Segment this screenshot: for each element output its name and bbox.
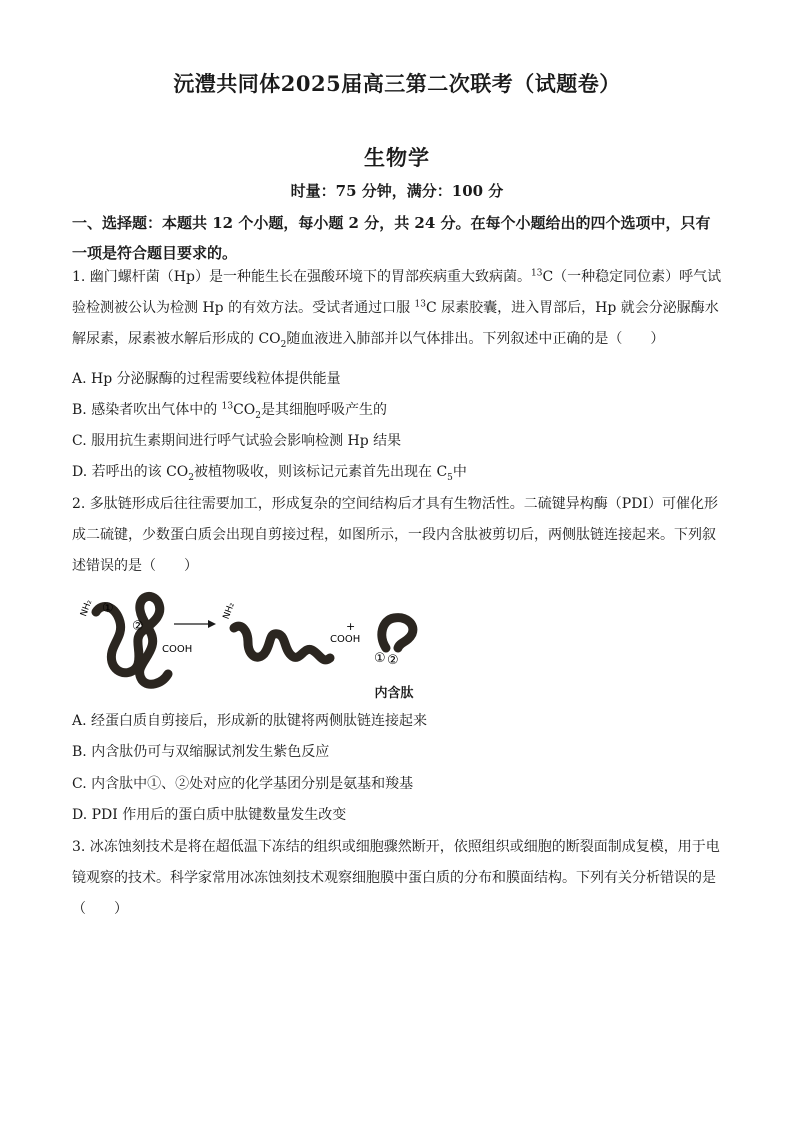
exam-timing: 时量：75 分钟，满分：100 分 (290, 182, 504, 200)
question-3-stem: 3. 冰冻蚀刻技术是将在超低温下冻结的组织或细胞骤然断开，依照组织或细胞的断裂面制成复模，用于电镜观察的技术。科学家常用冰冻蚀刻技术观察细胞膜中蛋白质的分布和膜面结构。下列有关分析错误的是（ ） (72, 839, 720, 917)
plus-sign: + (346, 620, 356, 633)
figure-caption-intein: 内含肽 (374, 686, 414, 701)
site-1-marker-intein: ① (374, 651, 386, 666)
section-heading: 一、选择题：本题共 12 个小题，每小题 2 分，共 24 分。在每个小题给出的四个选项中，只有一项是符合题目要求的。 (72, 214, 711, 262)
intein-loop (382, 618, 413, 648)
protein-splicing-figure (72, 584, 452, 694)
question-1-stem: 1. 幽门螺杆菌（Hp）是一种能生长在强酸环境下的胃部疾病重大致病菌。$^{13}$C（一种稳定同位素）呼气试验检测被公认为检测 Hp 的有效方法。受试者通过口服 $^{13}$C 尿素胶囊，进入胃部后，Hp 就会分泌脲酶水解尿素，尿素被水解后形成的 $CO_2$随血液进入肺部并以气体排出。下列叙述中正确的是（ ） (72, 268, 722, 350)
reaction-arrow (174, 620, 216, 628)
question-2-option-c: C. 内含肽中①、②处对应的化学基团分别是氨基和羧基 (72, 776, 414, 792)
question-2-option-a: A. 经蛋白质自剪接后，形成新的肽键将两侧肽链连接起来 (72, 713, 428, 729)
spliced-protein (234, 626, 330, 660)
nh2-label-right: NH₂ (221, 601, 237, 621)
question-1-option-a: A. Hp 分泌脲酶的过程需要线粒体提供能量 (72, 371, 341, 387)
site-1-marker-left: ① (102, 601, 114, 616)
exam-title: 沅澧共同体2025届高三第二次联考（试题卷） (173, 71, 621, 96)
question-1-option-b: B. 感染者吹出气体中的 $^{13}CO_2$是其细胞呼吸产生的 (72, 401, 388, 421)
subject-title: 生物学 (364, 145, 430, 170)
question-2-option-d: D. PDI 作用后的蛋白质中肽键数量发生改变 (72, 807, 347, 823)
question-1-option-c: C. 服用抗生素期间进行呼气试验会影响检测 Hp 结果 (72, 433, 402, 449)
site-2-marker-left: ② (132, 619, 144, 634)
nh2-label-left: NH₂ (79, 598, 95, 619)
cooh-label-left: COOH (162, 644, 193, 655)
question-2-option-b: B. 内含肽仍可与双缩脲试剂发生紫色反应 (72, 744, 330, 760)
cooh-label-right: COOH (330, 634, 361, 645)
question-1-option-d: D. 若呼出的该 $CO_2$被植物吸收，则该标记元素首先出现在 $C_5$中 (72, 464, 467, 483)
site-2-marker-intein: ② (387, 653, 399, 668)
question-2-stem: 2. 多肽链形成后往往需要加工，形成复杂的空间结构后才具有生物活性。二硫键异构酶（PDI）可催化形成二硫键，少数蛋白质会出现自剪接过程，如图所示，一段内含肽被剪切后，两侧肽链连接起来。下列叙述错误的是（ ） (72, 496, 718, 574)
